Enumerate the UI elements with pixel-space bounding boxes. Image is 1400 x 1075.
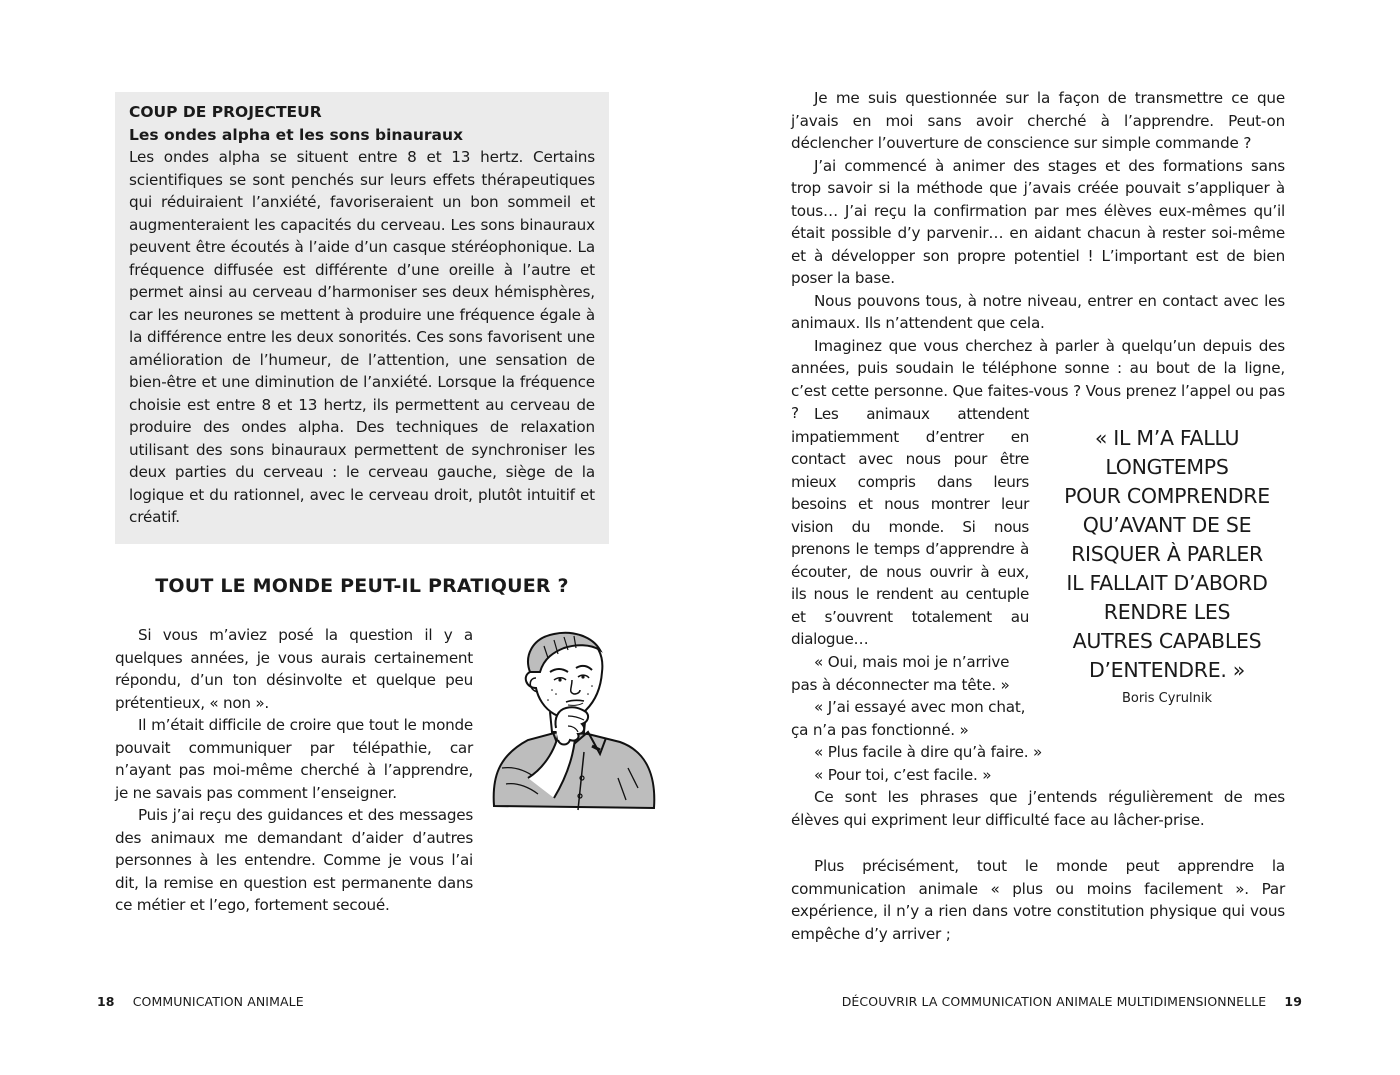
student-quotes bbox=[791, 651, 1285, 831]
student-quote: « Pour toi, c’est facile. » bbox=[814, 765, 992, 784]
left-body-text bbox=[115, 624, 473, 917]
pull-quote-line: RENDRE LES bbox=[1103, 600, 1231, 624]
pull-quote-line: LONGTEMPS bbox=[1105, 455, 1229, 479]
callout-kicker: COUP DE PROJECTEUR bbox=[129, 103, 322, 121]
running-head: COMMUNICATION ANIMALE bbox=[132, 994, 304, 1009]
student-quote: « J’ai essayé avec mon chat, ça n’a pas fonctionné. » bbox=[791, 698, 1026, 739]
page-number: 18 bbox=[97, 994, 115, 1009]
paragraph: Les animaux attendent impatiemment d’entrer en contact avec nous pour être mieux compris dans leurs besoins et nous montrer leur vision du monde. Si nous prenons le temps d’apprendre à écouter, de nous ouvrir à eux, ils nous le rendent au centuple et s’ouvrent totalement au dialogue… bbox=[791, 405, 1029, 648]
paragraph: Puis j’ai reçu des guidances et des messages des animaux me demandant d’aider d’autres personnes à les entendre. Comme je vous l’ai dit, la remise en question est permanente dans ce métier et l’ego, fortement secoué. bbox=[115, 806, 473, 914]
running-head: DÉCOUVRIR LA COMMUNICATION ANIMALE MULTIDIMENSIONNELLE bbox=[841, 994, 1267, 1009]
callout-body: Les ondes alpha se situent entre 8 et 13 hertz. Certains scientifiques se sont penchés sur leurs effets thérapeutiques qui réduiraient l’anxiété, favoriseraient un bon sommeil et augmenteraient les capacités du cerveau. Les sons binauraux peuvent être écoutés à l’aide d’un casque stéréophonique. La fréquence diffusée est différente d’une oreille à l’autre et permet ainsi au cerveau d’harmoniser ses deux hémisphères, car les neurones se mettent à produire une fréquence égale à la différence entre les deux sonorités. Ces sons favorisent une amélioration de l’humeur, de l’attention, une sensation de bien-être et une diminution de l’anxiété. Lorsque la fréquence choisie est entre 8 et 13 hertz, ils permettent au cerveau de produire des ondes alpha. Des techniques de relaxation utilisant des sons binauraux permettent de synchroniser les deux parties du cerveau : le cerveau gauche, siège de la logique et du rationnel, avec le cerveau droit, plutôt intuitif et créatif. bbox=[129, 148, 595, 526]
callout-title: Les ondes alpha et les sons binauraux bbox=[129, 125, 464, 144]
section-heading: TOUT LE MONDE PEUT-IL PRATIQUER ? bbox=[155, 575, 569, 597]
right-page bbox=[700, 0, 1400, 1075]
paragraph: Il m’était difficile de croire que tout le monde pouvait communiquer par télépathie, car n’ayant pas moi-même cherché à l’apprendre, je ne savais pas comment l’enseigner. bbox=[115, 716, 473, 802]
spotlight-callout-box bbox=[115, 92, 609, 544]
paragraph: Nous pouvons tous, à notre niveau, entrer en contact avec les animaux. Ils n’attendent que cela. bbox=[791, 291, 1285, 332]
paragraph: Ce sont les phrases que j’entends régulièrement de mes élèves qui expriment leur difficulté face au lâcher-prise. bbox=[791, 788, 1285, 829]
footer-right bbox=[842, 994, 1302, 1009]
paragraph: Si vous m’aviez posé la question il y a quelques années, je vous aurais certainement répondu, d’un ton désinvolte et quelque peu prétentieux, « non ». bbox=[115, 626, 473, 712]
page-number: 19 bbox=[1284, 994, 1302, 1009]
student-quote: « Oui, mais moi je n’arrive pas à déconnecter ma tête. » bbox=[791, 653, 1010, 694]
pull-quote-line: POUR COMPRENDRE bbox=[1064, 484, 1270, 508]
pull-quote-line: QU’AVANT DE SE bbox=[1082, 513, 1252, 537]
pull-quote-line: IL FALLAIT D’ABORD bbox=[1066, 571, 1268, 595]
student-quote: « Plus facile à dire qu’à faire. » bbox=[814, 743, 1043, 761]
paragraph: Plus précisément, tout le monde peut apprendre la communication animale « plus ou moins facilement ». Par expérience, il n’y a rien dans votre constitution physique qui vous empêche d’y arriver ; bbox=[791, 857, 1285, 943]
footer-left bbox=[97, 994, 304, 1009]
paragraph: Je me suis questionnée sur la façon de transmettre ce que j’avais en moi sans avoir cherché à l’apprendre. Peut-on déclencher l’ouverture de conscience sur simple commande ? bbox=[791, 89, 1285, 152]
right-body-text-bottom bbox=[791, 855, 1285, 945]
pull-quote-author: Boris Cyrulnik bbox=[1121, 691, 1213, 706]
thinking-man-illustration bbox=[488, 628, 660, 814]
narrow-column-text bbox=[791, 403, 1029, 651]
paragraph: J’ai commencé à animer des stages et des formations sans trop savoir si la méthode que j’avais créée pouvait s’appliquer à tous… J’ai reçu la confirmation par mes élèves eux-mêmes qu’il était possible d’y parvenir… en aidant chacun à rester soi-même et à développer son propre potentiel ! L’important est de bien poser la base. bbox=[791, 156, 1285, 287]
pull-quote-text bbox=[1052, 424, 1282, 685]
pull-quote-line: RISQUER À PARLER bbox=[1071, 542, 1263, 566]
right-body-text-top bbox=[791, 87, 1285, 425]
paragraph: Imaginez que vous cherchez à parler à quelqu’un depuis des années, puis soudain le téléphone sonne : au bout de la ligne, c’est cette personne. Que faites-vous ? Vous prenez l’appel ou pas ? bbox=[791, 336, 1285, 422]
pull-quote-line: « IL M’A FALLU bbox=[1094, 426, 1240, 450]
pull-quote-line: AUTRES CAPABLES bbox=[1072, 629, 1262, 653]
pull-quote-line: D’ENTENDRE. » bbox=[1088, 658, 1246, 682]
